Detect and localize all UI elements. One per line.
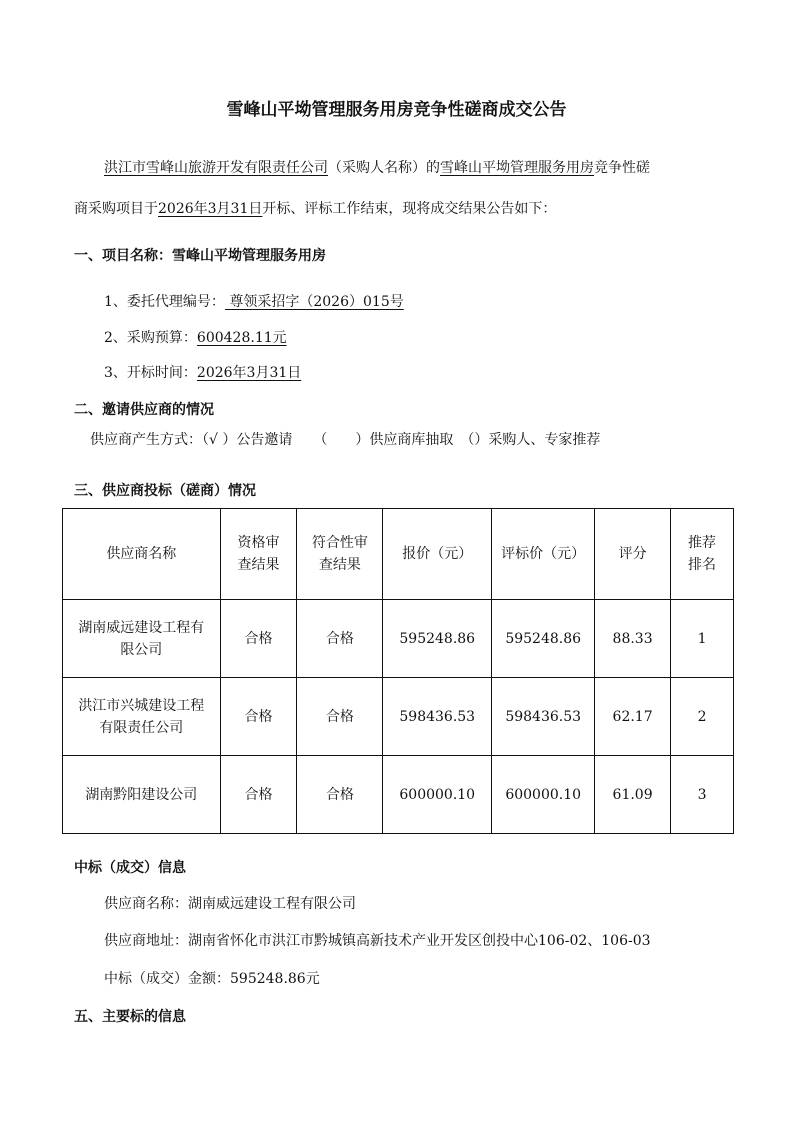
opening-value: 2026年3月31日	[196, 365, 302, 381]
supplier-name-cell: 湖南威远建设工程有 限公司	[63, 600, 221, 678]
qualification-cell: 合格	[220, 600, 297, 678]
opening-label: 3、开标时间：	[104, 365, 197, 381]
rank-cell: 2	[671, 678, 734, 756]
header-compliance: 符合性审 查结果	[297, 509, 383, 600]
table-row	[63, 756, 734, 834]
project-name: 雪峰山平坳管理服务用房	[440, 160, 594, 176]
page-title: 雪峰山平坳管理服务用房竞争性磋商成交公告	[226, 100, 567, 120]
bid-cell: 598436.53	[383, 678, 492, 756]
supplier-method-line: 供应商产生方式：（√ ）公告邀请 （ ）供应商库抽取 （）采购人、专家推荐	[90, 432, 601, 448]
header-qualification: 资格审 查结果	[220, 509, 297, 600]
award-supplier-name: 供应商名称：湖南威远建设工程有限公司	[104, 896, 356, 912]
purchaser-name: 洪江市雪峰山旅游开发有限责任公司	[104, 160, 328, 176]
opening-date: 2026年3月31日	[158, 201, 263, 217]
bid-cell: 595248.86	[383, 600, 492, 678]
award-supplier-address: 供应商地址：湖南省怀化市洪江市黔城镇高新技术产业开发区创投中心106-02、106-03	[104, 933, 651, 949]
budget-label: 2、采购预算：	[104, 330, 197, 346]
rank-cell: 1	[671, 600, 734, 678]
section2-heading: 二、邀请供应商的情况	[74, 402, 214, 418]
opening-time	[104, 362, 301, 382]
intro-line-1	[104, 157, 650, 177]
budget-value: 600428.11元	[196, 330, 287, 346]
bid-cell: 600000.10	[383, 756, 492, 834]
score-cell: 62.17	[595, 678, 671, 756]
agency-label: 1、委托代理编号：	[104, 294, 225, 310]
agency-value: 尊领采招字（2026）015号	[224, 294, 404, 310]
eval-price-cell: 595248.86	[492, 600, 595, 678]
score-cell: 61.09	[595, 756, 671, 834]
header-bid-price: 报价（元）	[383, 509, 492, 600]
header-supplier-name: 供应商名称	[63, 509, 221, 600]
section1-heading: 一、项目名称：雪峰山平坳管理服务用房	[74, 248, 326, 264]
header-rank: 推荐 排名	[671, 509, 734, 600]
compliance-cell: 合格	[297, 756, 383, 834]
bid-table	[62, 508, 734, 834]
supplier-name-cell: 洪江市兴城建设工程 有限责任公司	[63, 678, 221, 756]
section5-heading: 五、主要标的信息	[74, 1009, 186, 1025]
award-heading: 中标（成交）信息	[74, 860, 186, 876]
header-eval-price: 评标价（元）	[492, 509, 595, 600]
qualification-cell: 合格	[220, 678, 297, 756]
intro-line1-tail: 竞争性磋	[594, 160, 650, 176]
purchaser-note: （采购人名称）的	[328, 160, 440, 176]
eval-price-cell: 600000.10	[492, 756, 595, 834]
section3-heading: 三、供应商投标（磋商）情况	[74, 483, 256, 499]
compliance-cell: 合格	[297, 600, 383, 678]
table-row	[63, 678, 734, 756]
score-cell: 88.33	[595, 600, 671, 678]
table-header-row	[63, 509, 734, 600]
agency-number	[104, 291, 404, 311]
award-amount: 中标（成交）金额：595248.86元	[104, 971, 320, 987]
compliance-cell: 合格	[297, 678, 383, 756]
intro-line2-tail: 开标、评标工作结束，现将成交结果公告如下：	[262, 201, 557, 217]
intro-line-2	[74, 198, 556, 218]
qualification-cell: 合格	[220, 756, 297, 834]
rank-cell: 3	[671, 756, 734, 834]
eval-price-cell: 598436.53	[492, 678, 595, 756]
header-score: 评分	[595, 509, 671, 600]
table-row	[63, 600, 734, 678]
intro-line2-head: 商采购项目于	[74, 201, 158, 217]
budget	[104, 327, 287, 347]
supplier-name-cell: 湖南黔阳建设公司	[63, 756, 221, 834]
